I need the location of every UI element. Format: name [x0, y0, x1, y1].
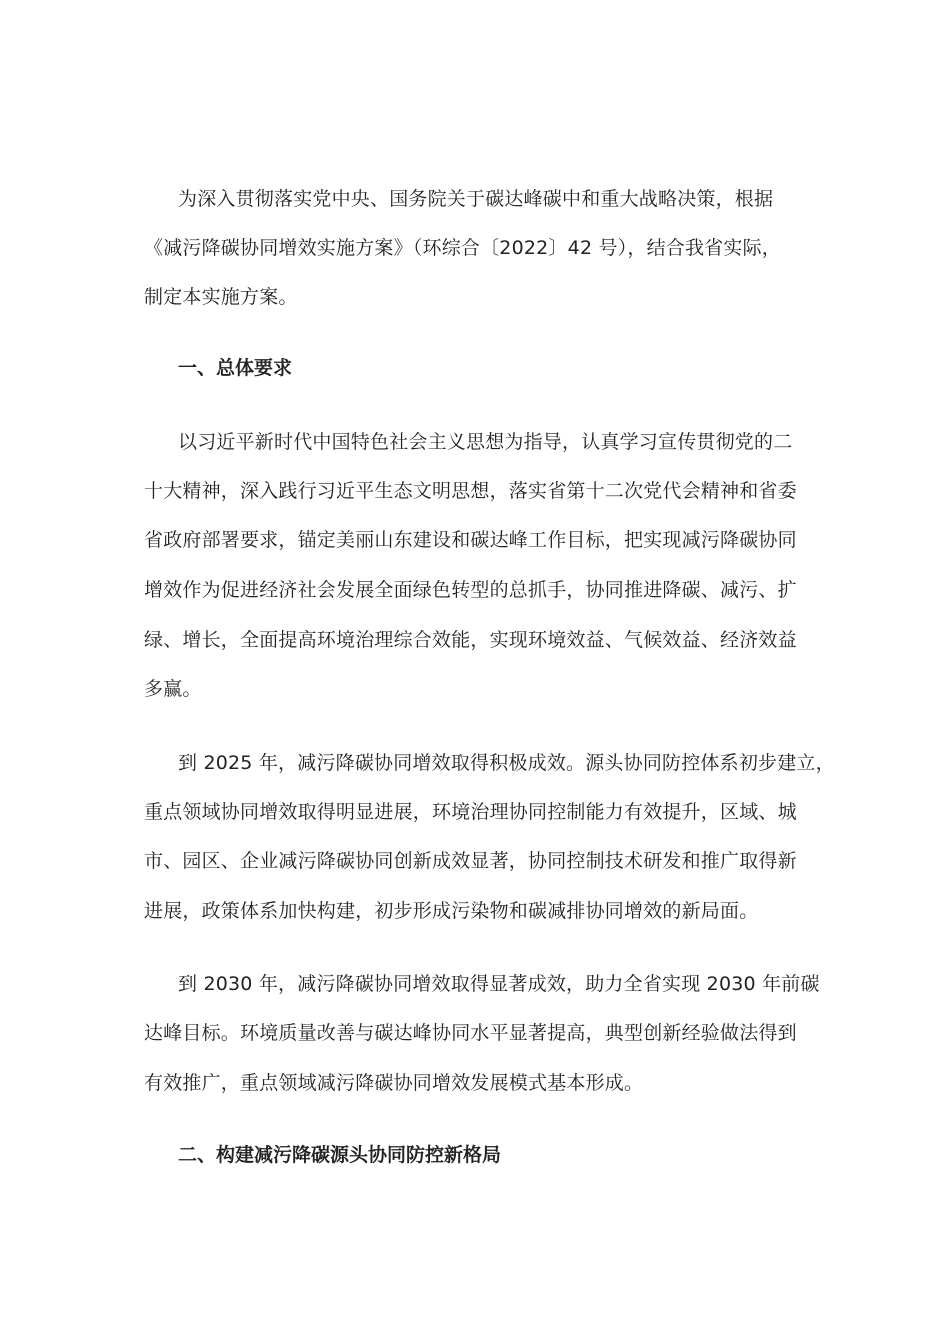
section-1-para-1-line-3: 省政府部署要求，锚定美丽山东建设和碳达峰工作目标，把实现减污降碳协同	[144, 529, 797, 551]
section-1-para-1-line-4: 增效作为促进经济社会发展全面绿色转型的总抓手，协同推进降碳、减污、扩	[144, 579, 797, 601]
section-1-para-1-line-5: 绿、增长，全面提高环境治理综合效能，实现环境效益、气候效益、经济效益	[144, 629, 797, 651]
section-1-para-2-line-4: 进展，政策体系加快构建，初步形成污染物和碳减排协同增效的新局面。	[144, 900, 759, 922]
section-1-heading: 一、总体要求	[178, 357, 293, 379]
section-1-para-1-line-1: 以习近平新时代中国特色社会主义思想为指导，认真学习宣传贯彻党的二	[178, 431, 793, 453]
section-1-para-3-line-2: 达峰目标。环境质量改善与碳达峰协同水平显著提高，典型创新经验做法得到	[144, 1022, 797, 1044]
section-1-para-2-line-3: 市、园区、企业减污降碳协同创新成效显著，协同控制技术研发和推广取得新	[144, 850, 797, 872]
section-1-para-2-line-1: 到 2025 年，减污降碳协同增效取得积极成效。源头协同防控体系初步建立，	[178, 752, 835, 774]
section-2-heading: 二、构建减污降碳源头协同防控新格局	[178, 1144, 502, 1166]
intro-line-1: 为深入贯彻落实党中央、国务院关于碳达峰碳中和重大战略决策，根据	[178, 188, 774, 210]
section-1-para-1-line-2: 十大精神，深入践行习近平生态文明思想，落实省第十二次党代会精神和省委	[144, 480, 797, 502]
section-1-para-2-line-2: 重点领域协同增效取得明显进展，环境治理协同控制能力有效提升，区域、城	[144, 801, 797, 823]
section-1-para-1-line-6: 多赢。	[144, 678, 202, 700]
section-1-para-3-line-3: 有效推广，重点领域减污降碳协同增效发展模式基本形成。	[144, 1072, 644, 1094]
intro-line-3: 制定本实施方案。	[144, 286, 298, 308]
section-1-para-3-line-1: 到 2030 年，减污降碳协同增效取得显著成效，助力全省实现 2030 年前碳	[178, 973, 820, 995]
intro-line-2: 《减污降碳协同增效实施方案》（环综合〔2022〕42 号），结合我省实际，	[144, 237, 781, 259]
